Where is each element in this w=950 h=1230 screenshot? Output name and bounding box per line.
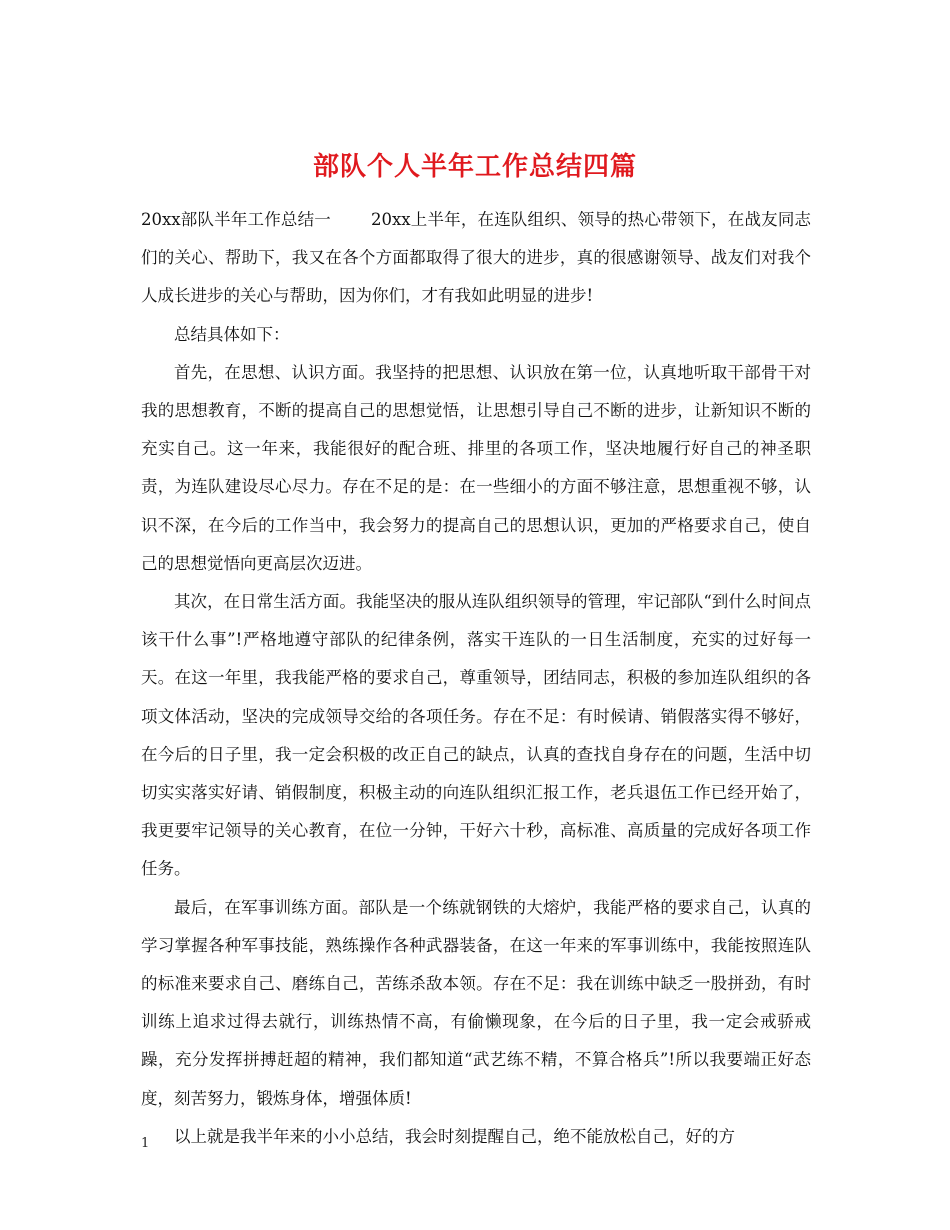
paragraph-conclusion: 以上就是我半年来的小小总结，我会时刻提醒自己，绝不能放松自己，好的方 [174,1126,735,1146]
page-number: 1 [141,1136,150,1151]
intro-text: 20xx上半年，在连队组织、领导的热心带领下，在战友同志们的关心、帮助下，我又在各个方面都取得了很大的进步，真的很感谢领导、战友们对我个人成长进步的关心与帮助，因为你们，才有我如此明显的进步! [141,210,812,306]
paragraph-daily-life: 其次，在日常生活方面。我能坚决的服从连队组织领导的管理，牢记部队“到什么时间点该干什么事”!严格地遵守部队的纪律条例，落实干连队的一日生活制度，充实的过好每一天。在这一年里，我我能严格的要求自己，尊重领导，团结同志，积极的参加连队组织的各项文体活动，坚决的完成领导交给的各项任务。存在不足：有时候请、销假落实得不够好，在今后的日子里，我一定会积极的改正自己的缺点，认真的查找自身存在的问题，生活中切切实实落实好请、销假制度，积极主动的向连队组织汇报工作，老兵退伍工作已经开始了，我更要牢记领导的关心教育，在位一分钟，干好六十秒，高标准、高质量的完成好各项工作任务。 [141,592,811,879]
section-heading: 20xx部队半年工作总结一 [141,210,331,229]
document-title: 部队个人半年工作总结四篇 [312,152,637,183]
document-body [141,201,811,1156]
paragraph-military-training: 最后，在军事训练方面。部队是一个练就钢铁的大熔炉，我能严格的要求自己，认真的学习掌握各种军事技能，熟练操作各种武器装备，在这一年来的军事训练中，我能按照连队的标准来要求自己、磨练自己，苦练杀敌本领。存在不足：我在训练中缺乏一股拼劲，有时训练上追求过得去就行，训练热情不高，有偷懒现象，在今后的日子里，我一定会戒骄戒躁，充分发挥拼搏赶超的精神，我们都知道“武艺练不精，不算合格兵”!所以我要端正好态度，刻苦努力，锻炼身体，增强体质! [141,897,811,1108]
paragraph-summary-intro: 总结具体如下： [174,324,290,344]
paragraph-thought: 首先，在思想、认识方面。我坚持的把思想、认识放在第一位，认真地听取干部骨干对我的思想教育，不断的提高自己的思想觉悟，让思想引导自己不断的进步，让新知识不断的充实自己。这一年来，我能很好的配合班、排里的各项工作，坚决地履行好自己的神圣职责，为连队建设尽心尽力。存在不足的是：在一些细小的方面不够注意，思想重视不够，认识不深，在今后的工作当中，我会努力的提高自己的思想认识，更加的严格要求自己，使自己的思想觉悟向更高层次迈进。 [141,362,811,573]
first-paragraph [141,201,811,316]
